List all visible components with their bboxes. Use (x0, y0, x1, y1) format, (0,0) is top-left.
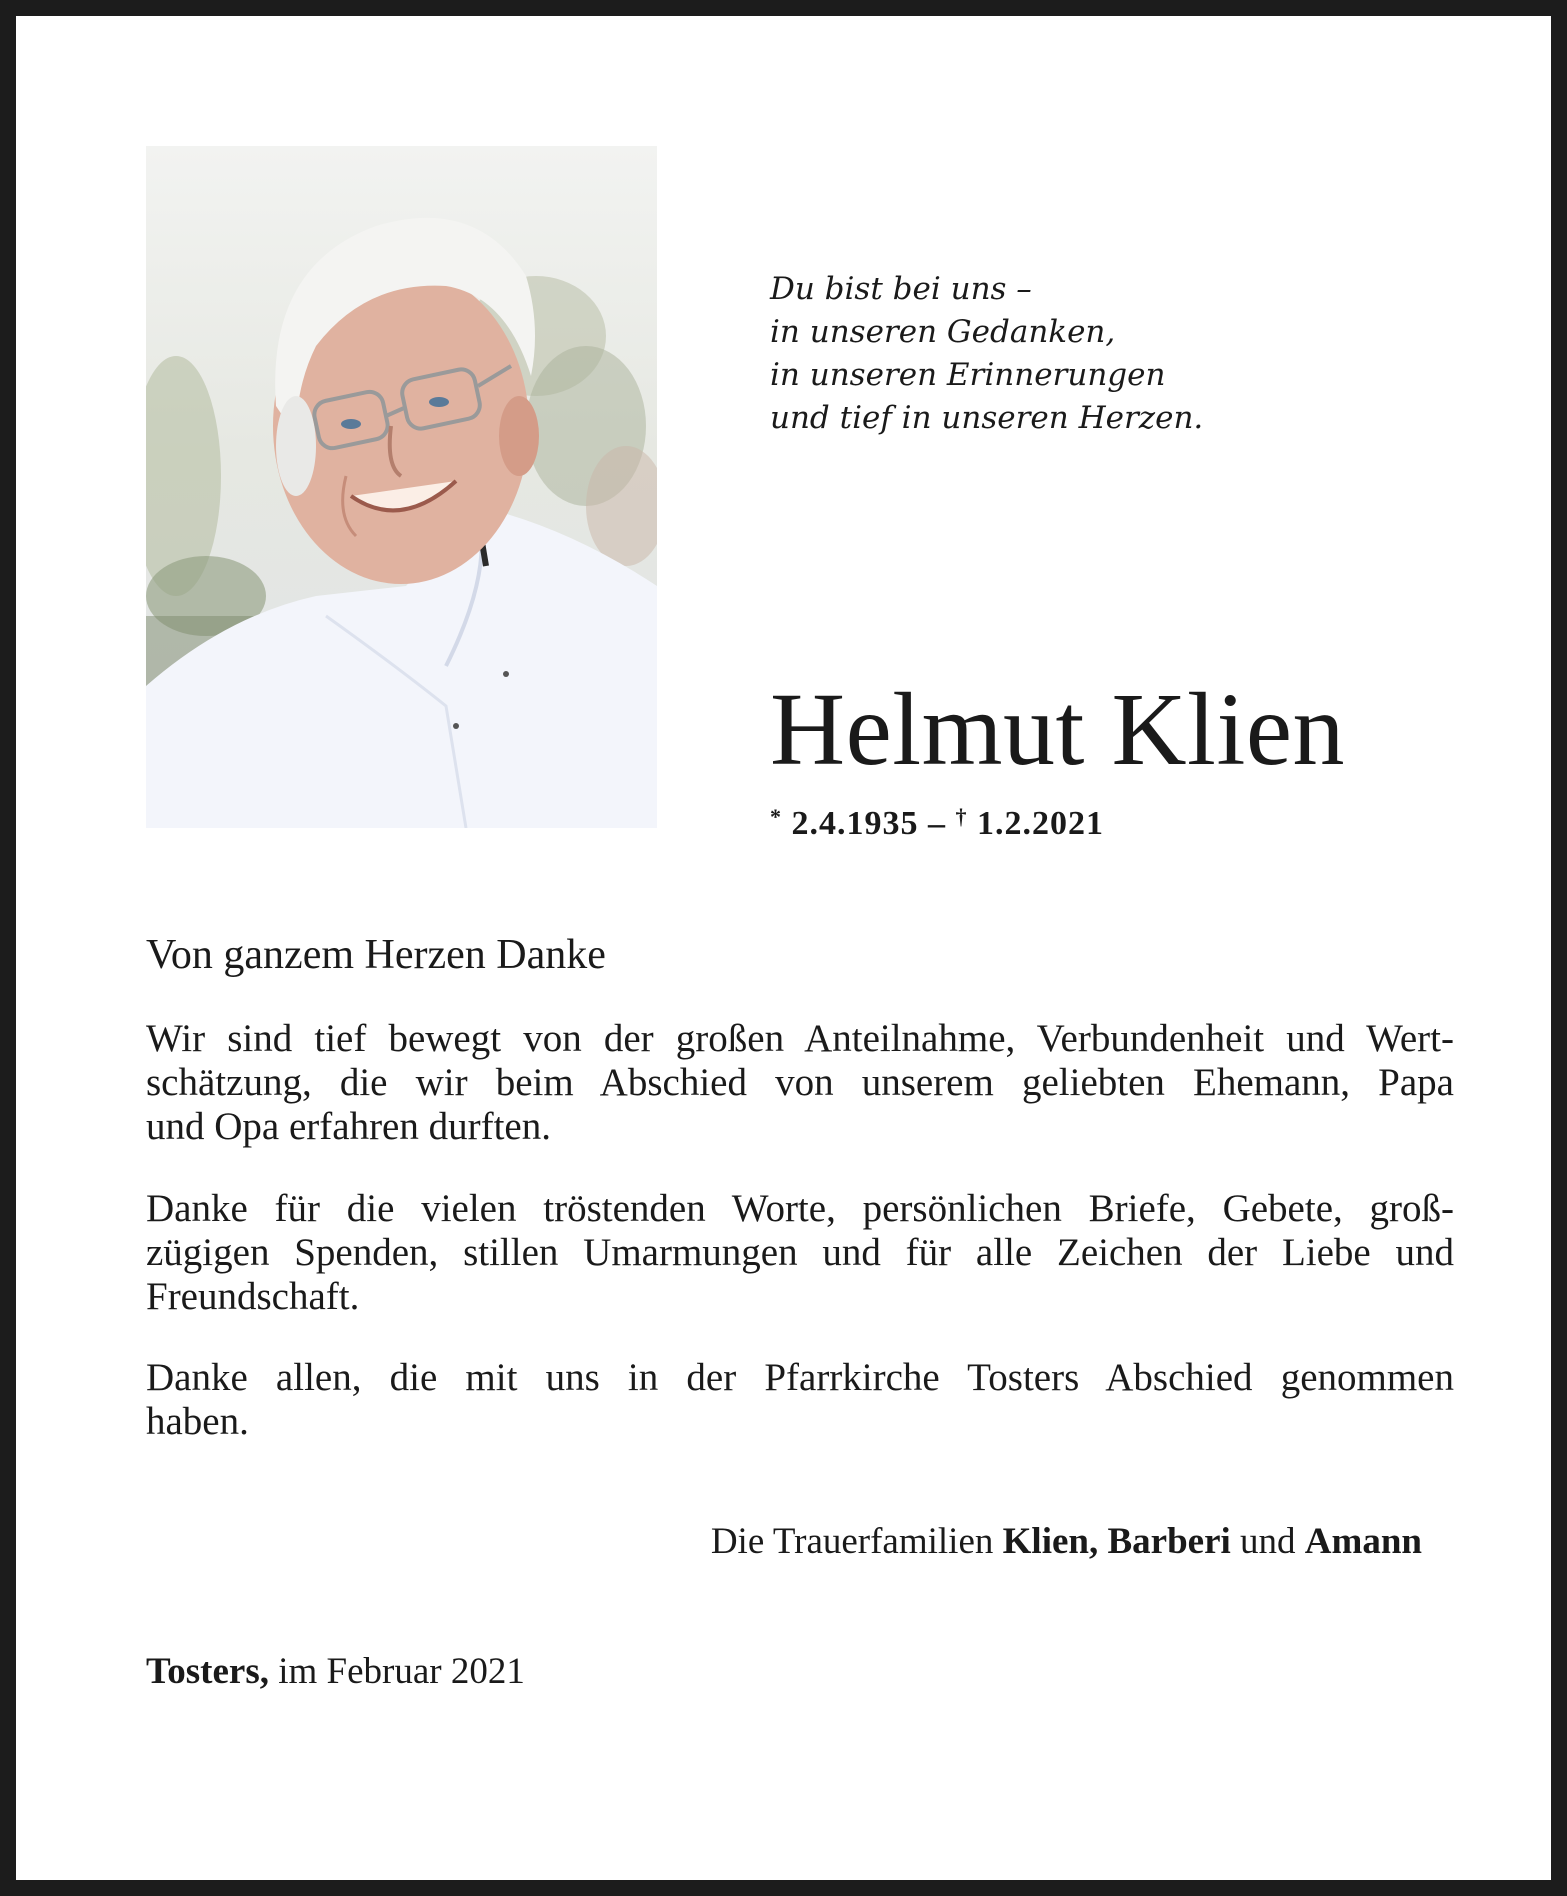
paragraph-line: Freundschaft. (146, 1275, 360, 1318)
verse-line: in unseren Gedanken, (770, 314, 1116, 350)
thanks-heading: Von ganzem Herzen Danke (146, 932, 606, 978)
signature-connector: und (1230, 1521, 1305, 1562)
verse-line: in unseren Erinnerungen (770, 357, 1166, 393)
paragraph-line: haben. (146, 1400, 249, 1443)
deceased-name: Helmut Klien (770, 672, 1346, 787)
verse-line: und tief in unseren Herzen. (770, 400, 1204, 436)
place-town: Tosters, (146, 1651, 269, 1692)
family-name-amann: Amann (1304, 1521, 1422, 1562)
paragraph-line: schätzung, die wir beim Abschied von unserem geliebten Ehemann, Papa (146, 1061, 1454, 1104)
portrait-image (146, 146, 657, 828)
birth-date: 2.4.1935 (791, 805, 919, 842)
death-symbol: † (955, 804, 968, 829)
portrait-photo (146, 146, 657, 828)
death-date: 1.2.2021 (977, 805, 1104, 842)
signature-prefix: Die Trauerfamilien (710, 1521, 1003, 1562)
paragraph-line: Wir sind tief bewegt von der großen Anteilnahme, Verbundenheit und Wert- (146, 1017, 1454, 1060)
paragraph-line: Danke für die vielen tröstenden Worte, persönlichen Briefe, Gebete, groß- (146, 1187, 1454, 1230)
place-date: im Februar 2021 (269, 1651, 525, 1692)
thanks-paragraph-2 (146, 1187, 1454, 1319)
family-name-barberi: Barberi (1107, 1521, 1231, 1562)
place-and-date (146, 1649, 525, 1695)
thanks-paragraph-3 (146, 1356, 1454, 1444)
paragraph-line: Danke allen, die mit uns in der Pfarrkirche Tosters Abschied genommen (146, 1356, 1454, 1399)
memorial-verse (770, 268, 1203, 440)
paragraph-line: zügigen Spenden, stillen Umarmungen und für alle Zeichen der Liebe und (146, 1231, 1454, 1274)
verse-line: Du bist bei uns – (770, 271, 1032, 307)
family-name-klien: Klien, (1002, 1521, 1099, 1562)
thanks-paragraph-1 (146, 1017, 1454, 1149)
birth-symbol: * (770, 804, 782, 829)
date-separator: – (918, 805, 956, 842)
family-signature (711, 1519, 1422, 1565)
life-dates (770, 794, 1104, 847)
paragraph-line: und Opa erfahren durften. (146, 1105, 551, 1148)
